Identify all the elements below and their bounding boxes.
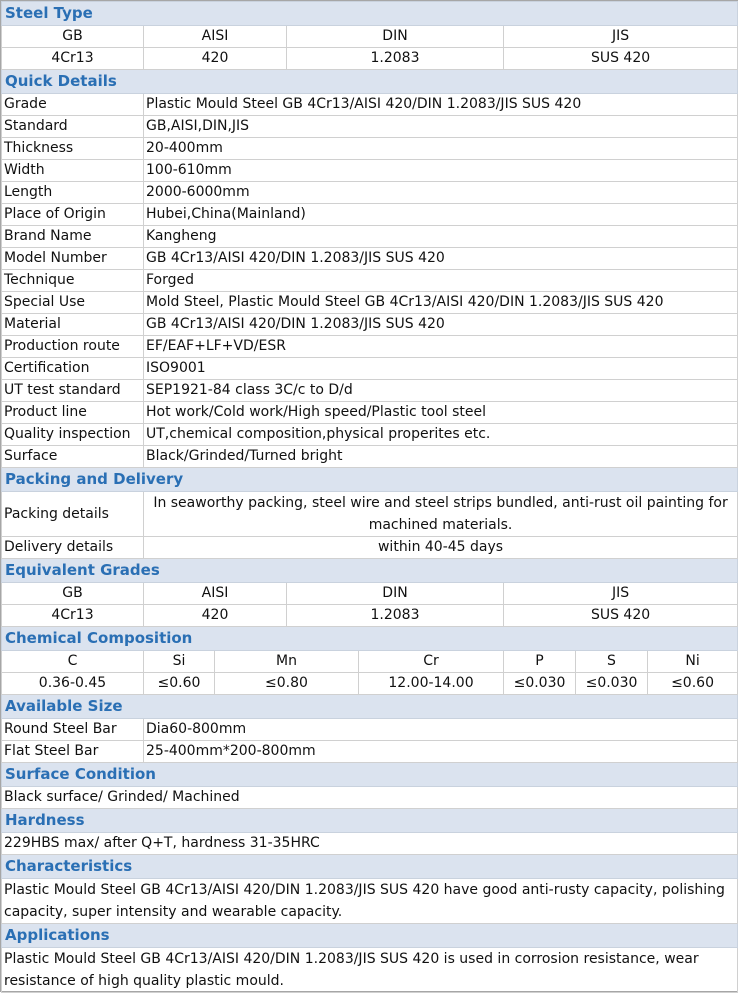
chemical-header: P bbox=[504, 651, 576, 673]
section-title-available-size: Available Size bbox=[2, 695, 738, 719]
delivery-label: Delivery details bbox=[2, 537, 144, 559]
packing-row bbox=[2, 492, 738, 537]
detail-value: Black/Grinded/Turned bright bbox=[144, 446, 738, 468]
applications-text: Plastic Mould Steel GB 4Cr13/AISI 420/DIN 1.2083/JIS SUS 420 is used in corrosion resistance, wear resistance of high quality plastic mould. bbox=[2, 948, 738, 993]
equivalent-value: SUS 420 bbox=[504, 605, 738, 627]
section-title-surface-condition: Surface Condition bbox=[2, 763, 738, 787]
detail-value: 2000-6000mm bbox=[144, 182, 738, 204]
steel-type-header: JIS bbox=[504, 26, 738, 48]
quick-details-row bbox=[2, 182, 738, 204]
size-label: Round Steel Bar bbox=[2, 719, 144, 741]
chemical-header: Mn bbox=[215, 651, 359, 673]
detail-value: Mold Steel, Plastic Mould Steel GB 4Cr13/AISI 420/DIN 1.2083/JIS SUS 420 bbox=[144, 292, 738, 314]
quick-details-row bbox=[2, 116, 738, 138]
steel-type-value: SUS 420 bbox=[504, 48, 738, 70]
steel-type-header-row bbox=[2, 26, 738, 48]
steel-type-header: AISI bbox=[144, 26, 287, 48]
detail-label: Length bbox=[2, 182, 144, 204]
detail-label: Quality inspection bbox=[2, 424, 144, 446]
detail-label: Model Number bbox=[2, 248, 144, 270]
chemical-value: ≤0.60 bbox=[648, 673, 738, 695]
equivalent-value: 4Cr13 bbox=[2, 605, 144, 627]
characteristics-row bbox=[2, 879, 738, 924]
quick-details-row bbox=[2, 424, 738, 446]
quick-details-row bbox=[2, 380, 738, 402]
detail-value: SEP1921-84 class 3C/c to D/d bbox=[144, 380, 738, 402]
detail-label: Special Use bbox=[2, 292, 144, 314]
spec-table bbox=[1, 1, 738, 993]
chemical-value: ≤0.80 bbox=[215, 673, 359, 695]
section-title-steel-type: Steel Type bbox=[2, 2, 738, 26]
equivalent-header-row bbox=[2, 583, 738, 605]
chemical-value-row bbox=[2, 673, 738, 695]
quick-details-row bbox=[2, 270, 738, 292]
steel-type-value-row bbox=[2, 48, 738, 70]
quick-details-row bbox=[2, 248, 738, 270]
section-title-equivalent-grades: Equivalent Grades bbox=[2, 559, 738, 583]
quick-details-row bbox=[2, 314, 738, 336]
detail-value: 20-400mm bbox=[144, 138, 738, 160]
chemical-value: 12.00-14.00 bbox=[359, 673, 504, 695]
chemical-header: Si bbox=[144, 651, 215, 673]
quick-details-row bbox=[2, 336, 738, 358]
detail-label: Product line bbox=[2, 402, 144, 424]
quick-details-row bbox=[2, 204, 738, 226]
detail-value: Kangheng bbox=[144, 226, 738, 248]
steel-type-header: DIN bbox=[287, 26, 504, 48]
quick-details-row bbox=[2, 94, 738, 116]
equivalent-header: AISI bbox=[144, 583, 287, 605]
chemical-header-row bbox=[2, 651, 738, 673]
section-title-quick-details: Quick Details bbox=[2, 70, 738, 94]
chemical-header: Cr bbox=[359, 651, 504, 673]
delivery-row bbox=[2, 537, 738, 559]
detail-value: UT,chemical composition,physical properites etc. bbox=[144, 424, 738, 446]
detail-value: EF/EAF+LF+VD/ESR bbox=[144, 336, 738, 358]
detail-value: Hubei,China(Mainland) bbox=[144, 204, 738, 226]
detail-value: Forged bbox=[144, 270, 738, 292]
chemical-value: 0.36-0.45 bbox=[2, 673, 144, 695]
detail-value: 100-610mm bbox=[144, 160, 738, 182]
equivalent-value-row bbox=[2, 605, 738, 627]
detail-value: GB 4Cr13/AISI 420/DIN 1.2083/JIS SUS 420 bbox=[144, 248, 738, 270]
detail-value: GB,AISI,DIN,JIS bbox=[144, 116, 738, 138]
size-value: Dia60-800mm bbox=[144, 719, 738, 741]
detail-label: Grade bbox=[2, 94, 144, 116]
delivery-value: within 40-45 days bbox=[144, 537, 738, 559]
packing-label: Packing details bbox=[2, 492, 144, 537]
steel-type-value: 1.2083 bbox=[287, 48, 504, 70]
hardness-row bbox=[2, 833, 738, 855]
section-title-hardness: Hardness bbox=[2, 809, 738, 833]
detail-label: Standard bbox=[2, 116, 144, 138]
steel-type-value: 420 bbox=[144, 48, 287, 70]
steel-type-value: 4Cr13 bbox=[2, 48, 144, 70]
detail-label: Width bbox=[2, 160, 144, 182]
quick-details-row bbox=[2, 160, 738, 182]
quick-details-row bbox=[2, 358, 738, 380]
quick-details-row bbox=[2, 138, 738, 160]
detail-label: Certification bbox=[2, 358, 144, 380]
size-row bbox=[2, 719, 738, 741]
surface-condition-text: Black surface/ Grinded/ Machined bbox=[2, 787, 738, 809]
detail-label: Production route bbox=[2, 336, 144, 358]
size-value: 25-400mm*200-800mm bbox=[144, 741, 738, 763]
equivalent-header: JIS bbox=[504, 583, 738, 605]
detail-label: Place of Origin bbox=[2, 204, 144, 226]
size-label: Flat Steel Bar bbox=[2, 741, 144, 763]
chemical-header: S bbox=[576, 651, 648, 673]
packing-value: In seaworthy packing, steel wire and steel strips bundled, anti-rust oil painting for machined materials. bbox=[144, 492, 738, 537]
quick-details-row bbox=[2, 446, 738, 468]
quick-details-row bbox=[2, 292, 738, 314]
detail-value: Plastic Mould Steel GB 4Cr13/AISI 420/DIN 1.2083/JIS SUS 420 bbox=[144, 94, 738, 116]
section-title-applications: Applications bbox=[2, 924, 738, 948]
detail-label: Material bbox=[2, 314, 144, 336]
chemical-value: ≤0.60 bbox=[144, 673, 215, 695]
detail-value: Hot work/Cold work/High speed/Plastic tool steel bbox=[144, 402, 738, 424]
detail-label: Surface bbox=[2, 446, 144, 468]
detail-label: Brand Name bbox=[2, 226, 144, 248]
detail-label: Thickness bbox=[2, 138, 144, 160]
equivalent-value: 420 bbox=[144, 605, 287, 627]
equivalent-header: DIN bbox=[287, 583, 504, 605]
surface-condition-row bbox=[2, 787, 738, 809]
section-title-packing: Packing and Delivery bbox=[2, 468, 738, 492]
steel-type-header: GB bbox=[2, 26, 144, 48]
chemical-header: C bbox=[2, 651, 144, 673]
quick-details-row bbox=[2, 226, 738, 248]
detail-label: UT test standard bbox=[2, 380, 144, 402]
size-row bbox=[2, 741, 738, 763]
equivalent-header: GB bbox=[2, 583, 144, 605]
detail-value: ISO9001 bbox=[144, 358, 738, 380]
chemical-header: Ni bbox=[648, 651, 738, 673]
chemical-value: ≤0.030 bbox=[576, 673, 648, 695]
applications-row bbox=[2, 948, 738, 993]
hardness-text: 229HBS max/ after Q+T, hardness 31-35HRC bbox=[2, 833, 738, 855]
characteristics-text: Plastic Mould Steel GB 4Cr13/AISI 420/DIN 1.2083/JIS SUS 420 have good anti-rusty capacity, polishing capacity, super intensity and wearable capacity. bbox=[2, 879, 738, 924]
detail-label: Technique bbox=[2, 270, 144, 292]
quick-details-row bbox=[2, 402, 738, 424]
section-title-characteristics: Characteristics bbox=[2, 855, 738, 879]
detail-value: GB 4Cr13/AISI 420/DIN 1.2083/JIS SUS 420 bbox=[144, 314, 738, 336]
section-title-chemical-composition: Chemical Composition bbox=[2, 627, 738, 651]
equivalent-value: 1.2083 bbox=[287, 605, 504, 627]
chemical-value: ≤0.030 bbox=[504, 673, 576, 695]
